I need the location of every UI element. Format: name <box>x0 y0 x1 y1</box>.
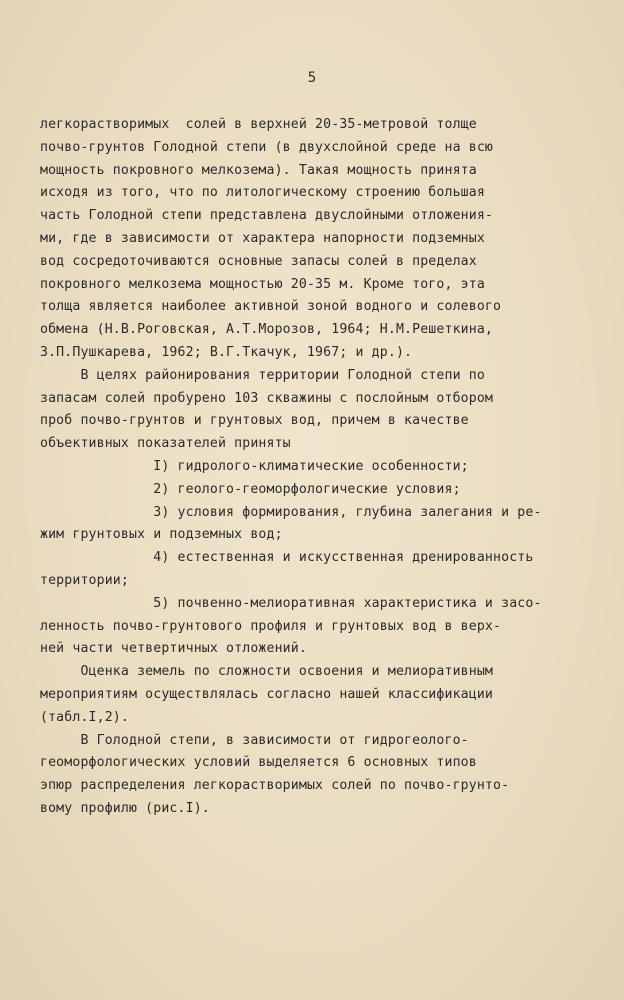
text-line: почво-грунтов Голодной степи (в двухслойной среде на всю <box>40 139 494 155</box>
list-item-line: территории; <box>40 572 129 588</box>
text-line: мощность покровного мелкозема). Такая мощность принята <box>40 162 477 178</box>
list-item-line: ленность почво-грунтового профиля и грунтовых вод в верх- <box>40 618 502 634</box>
text-line: часть Голодной степи представлена двуслойными отложения- <box>40 208 494 224</box>
text-line: ми, где в зависимости от характера напорности подземных <box>40 230 485 246</box>
list-item-line: ней части четвертичных отложений. <box>40 641 307 657</box>
list-item-line: 2) геолого-геоморфологические условия; <box>40 481 461 497</box>
list-item-line: жим грунтовых и подземных вод; <box>40 527 283 543</box>
text-line: В Голодной степи, в зависимости от гидрогеолого- <box>40 732 469 748</box>
list-item-line: 4) естественная и искусственная дренированность <box>40 550 534 566</box>
list-item-line: 5) почвенно-мелиоративная характеристика и засо- <box>40 595 542 611</box>
text-line: эпюр распределения легкорастворимых солей по почво-грунто- <box>40 778 510 794</box>
text-line: В целях районирования территории Голодной степи по <box>40 367 485 383</box>
text-line: исходя из того, что по литологическому строению большая <box>40 185 485 201</box>
page-number: 5 <box>307 70 317 86</box>
text-line: легкорастворимых солей в верхней 20-35-метровой толще <box>40 117 477 132</box>
text-line: обмена (Н.В.Роговская, А.Т.Морозов, 1964; Н.М.Решеткина, <box>40 322 494 338</box>
list-item-line: I) гидролого-климатические особенности; <box>40 458 469 474</box>
text-line: вому профилю (рис.I). <box>40 800 210 816</box>
text-line: толща является наиболее активной зоной водного и солевого <box>40 299 502 315</box>
text-line: мероприятиям осуществлялась согласно нашей классификации <box>40 686 494 702</box>
text-line: геоморфологических условий выделяется 6 основных типов <box>40 755 477 771</box>
text-line: объективных показателей приняты <box>40 436 291 452</box>
text-line: (табл.I,2). <box>40 709 129 725</box>
text-line: покровного мелкозема мощностью 20-35 м. Кроме того, эта <box>40 276 485 292</box>
list-item-line: 3) условия формирования, глубина залегания и ре- <box>40 504 542 520</box>
body-text <box>40 114 600 821</box>
text-line: Оценка земель по сложности освоения и мелиоративным <box>40 664 494 680</box>
text-line: проб почво-грунтов и грунтовых вод, причем в качестве <box>40 413 469 429</box>
text-line: вод сосредоточиваются основные запасы солей в пределах <box>40 253 477 269</box>
text-line: З.П.Пушкарева, 1962; В.Г.Ткачук, 1967; и др.). <box>40 344 413 360</box>
text-line: запасам солей пробурено 103 скважины с послойным отбором <box>40 390 494 406</box>
